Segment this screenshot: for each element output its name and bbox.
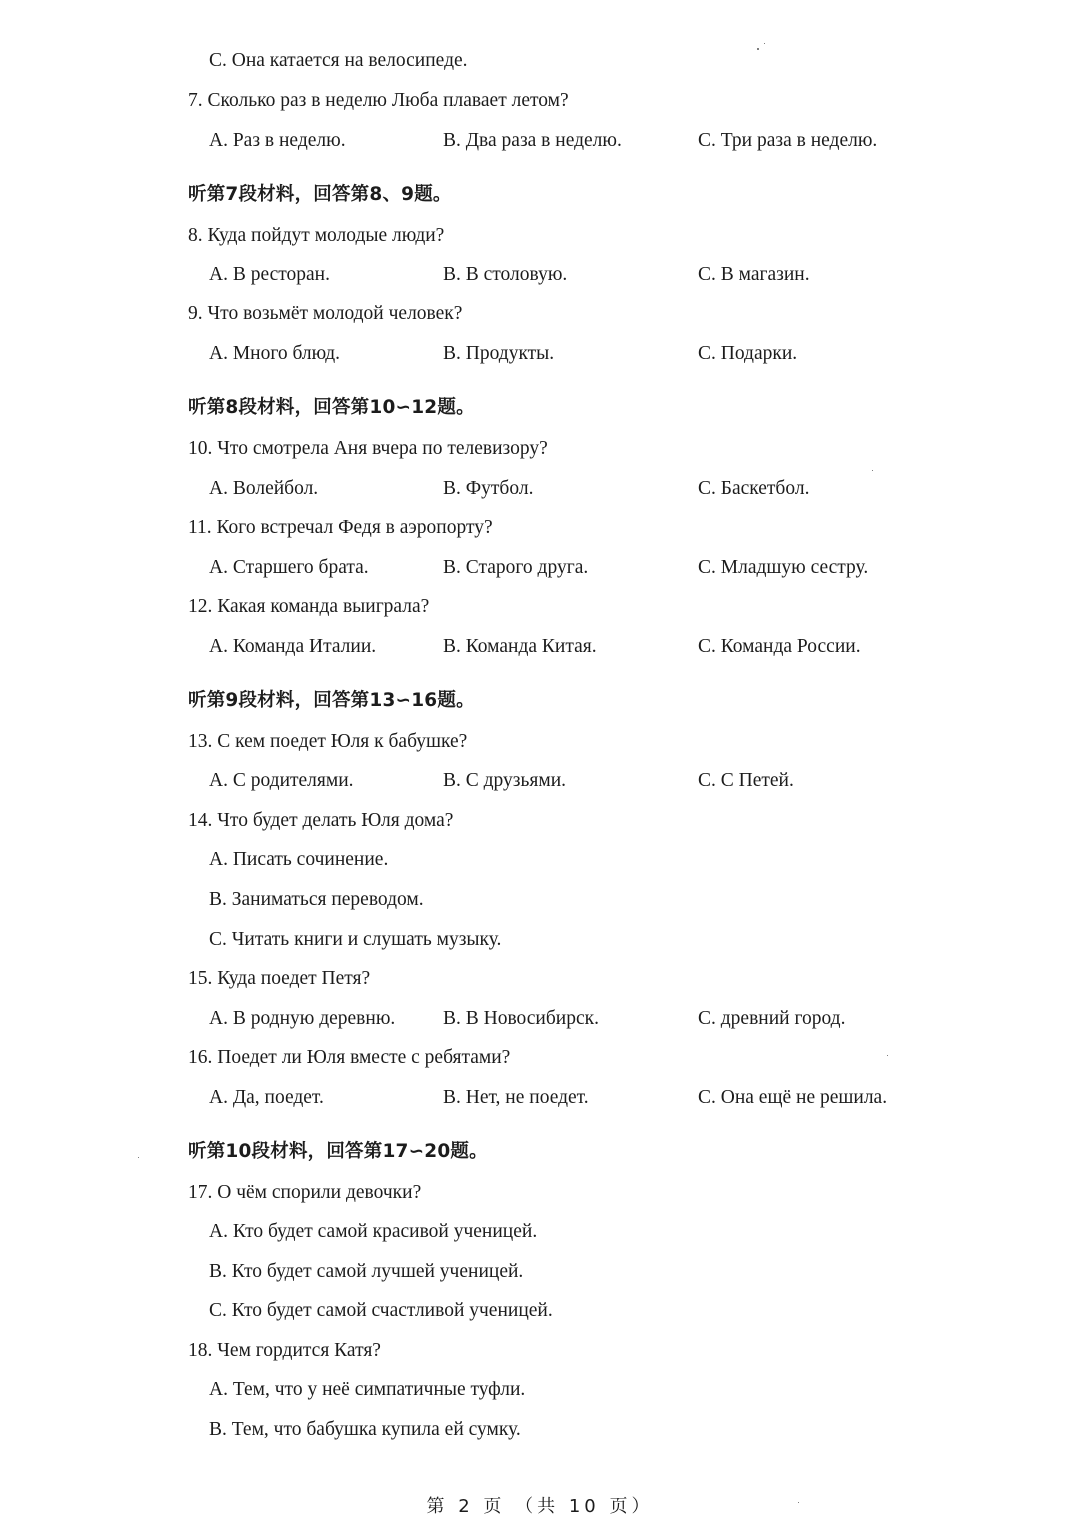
answer-option: B. Заниматься переводом.	[209, 889, 424, 910]
option-a: A. Старшего брата.	[209, 557, 369, 578]
answer-option: C. Читать книги и слушать музыку.	[209, 929, 502, 950]
option-a: A. Команда Италии.	[209, 636, 377, 657]
option-c: C. Подарки.	[698, 343, 798, 364]
question-18: 18. Чем гордится Катя?	[188, 1340, 381, 1361]
option-a: A. Много блюд.	[209, 343, 341, 364]
answer-option: C. Она катается на велосипеде.	[209, 50, 468, 71]
question-10: 10. Что смотрела Аня вчера по телевизору?	[188, 438, 548, 459]
option-a: A. Да, поедет.	[209, 1087, 324, 1108]
option-a: A. В ресторан.	[209, 264, 330, 285]
option-a: A. С родителями.	[209, 770, 354, 791]
answer-option: A. Тем, что у неё симпатичные туфли.	[209, 1379, 526, 1400]
question-7: 7. Сколько раз в неделю Люба плавает летом?	[188, 90, 569, 111]
option-c: C. С Петей.	[698, 770, 794, 791]
section-heading: 听第8段材料，回答第10∽12题。	[188, 397, 475, 418]
section-heading: 听第10段材料，回答第17∽20题。	[188, 1141, 488, 1162]
answer-option: B. Тем, что бабушка купила ей сумку.	[209, 1419, 521, 1440]
option-b: B. Два раза в неделю.	[443, 130, 622, 151]
scan-speck	[138, 1157, 139, 1158]
option-a: A. Раз в неделю.	[209, 130, 346, 151]
scan-speck	[798, 1502, 799, 1503]
question-15: 15. Куда поедет Петя?	[188, 968, 371, 989]
option-b: B. В столовую.	[443, 264, 568, 285]
option-c: C. Три раза в неделю.	[698, 130, 878, 151]
option-c: C. Баскетбол.	[698, 478, 810, 499]
question-11: 11. Кого встречал Федя в аэропорту?	[188, 517, 493, 538]
option-b: B. Команда Китая.	[443, 636, 597, 657]
answer-option: A. Кто будет самой красивой ученицей.	[209, 1221, 538, 1242]
question-8: 8. Куда пойдут молодые люди?	[188, 225, 445, 246]
question-12: 12. Какая команда выиграла?	[188, 596, 430, 617]
section-heading: 听第7段材料，回答第8、9题。	[188, 184, 452, 205]
option-a: A. В родную деревню.	[209, 1008, 396, 1029]
scan-speck	[872, 470, 873, 471]
question-9: 9. Что возьмёт молодой человек?	[188, 303, 463, 324]
scan-speck	[764, 43, 765, 44]
question-14: 14. Что будет делать Юля дома?	[188, 810, 454, 831]
option-b: B. Старого друга.	[443, 557, 589, 578]
option-a: A. Волейбол.	[209, 478, 319, 499]
option-c: C. Она ещё не решила.	[698, 1087, 888, 1108]
question-17: 17. О чём спорили девочки?	[188, 1182, 422, 1203]
option-b: B. Нет, не поедет.	[443, 1087, 589, 1108]
answer-option: B. Кто будет самой лучшей ученицей.	[209, 1261, 524, 1282]
option-c: C. Младшую сестру.	[698, 557, 869, 578]
answer-option: A. Писать сочинение.	[209, 849, 389, 870]
option-c: C. Команда России.	[698, 636, 861, 657]
scan-speck	[887, 1055, 888, 1056]
option-b: B. Футбол.	[443, 478, 534, 499]
option-c: C. В магазин.	[698, 264, 810, 285]
page-number: 第 2 页 （共 10 页）	[426, 1496, 654, 1517]
option-b: B. Продукты.	[443, 343, 555, 364]
section-heading: 听第9段材料，回答第13∽16题。	[188, 690, 475, 711]
question-13: 13. С кем поедет Юля к бабушке?	[188, 731, 468, 752]
question-16: 16. Поедет ли Юля вместе с ребятами?	[188, 1047, 511, 1068]
scan-speck	[757, 48, 759, 50]
option-c: C. древний город.	[698, 1008, 846, 1029]
answer-option: C. Кто будет самой счастливой ученицей.	[209, 1300, 553, 1321]
option-b: B. С друзьями.	[443, 770, 567, 791]
option-b: B. В Новосибирск.	[443, 1008, 599, 1029]
